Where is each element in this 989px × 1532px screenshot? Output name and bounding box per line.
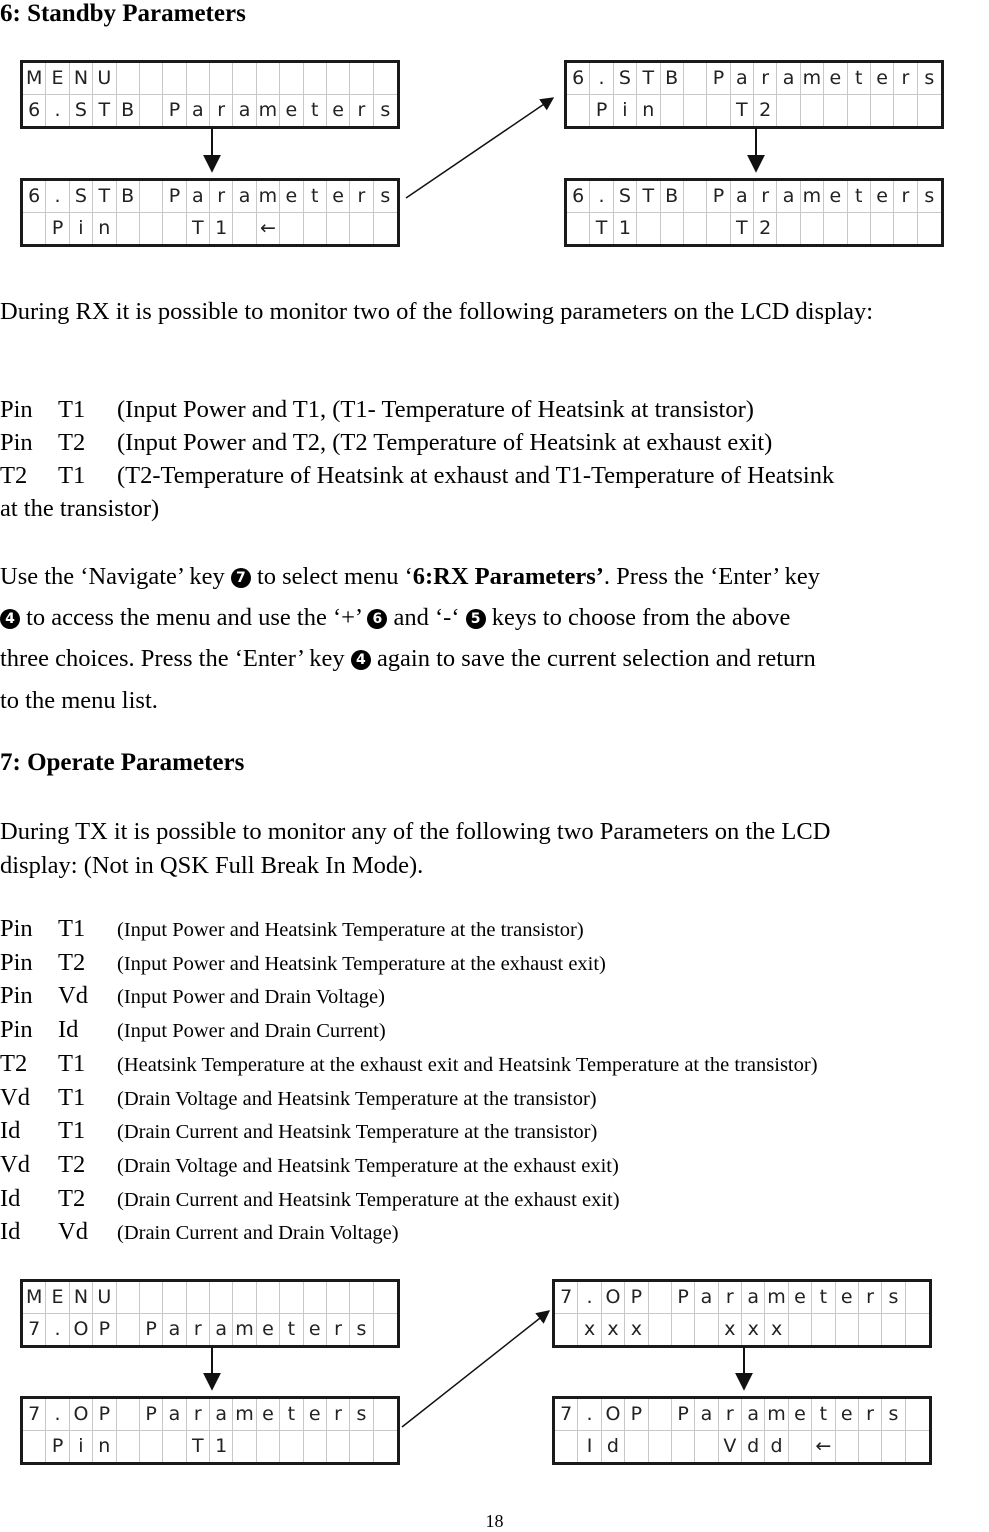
menu-name: 6:RX Parameters’ [412, 563, 604, 590]
lcd-cell: r [327, 1314, 350, 1346]
lcd-cell: x [625, 1314, 648, 1346]
instruction-text: keys to choose from the above [485, 604, 791, 631]
lcd-cell: T [731, 213, 754, 245]
lcd-cell: r [350, 181, 373, 213]
lcd-cell: P [163, 95, 186, 127]
lcd-cell: P [707, 181, 730, 213]
lcd-cell: O [602, 1282, 625, 1314]
instruction-text: to access the menu and use the ‘+’ [20, 604, 368, 631]
lcd-cell: . [46, 1314, 69, 1346]
lcd-cell: a [210, 1399, 233, 1431]
lcd-cell: 1 [210, 1431, 233, 1463]
lcd-cell: a [187, 181, 210, 213]
lcd-cell: a [163, 1399, 186, 1431]
lcd-cell: 1 [210, 213, 233, 245]
option-param-a: Id [0, 1117, 21, 1145]
lcd-cell: s [918, 181, 941, 213]
lcd-cell: P [46, 1431, 69, 1463]
instruction-text: Use the ‘Navigate’ key [0, 563, 231, 590]
section-7-intro-line-1: During TX it is possible to monitor any of the following two Parameters on the LCD [0, 818, 831, 845]
option-description: (Input Power and Heatsink Temperature at the exhaust exit) [117, 952, 606, 975]
option-param-a: Pin [0, 429, 33, 456]
option-param-a: Vd [0, 1150, 30, 1178]
lcd-cell: e [824, 63, 847, 95]
option-param-a: Pin [0, 915, 33, 942]
lcd-cell: a [210, 1314, 233, 1346]
lcd-cell: 1 [614, 213, 637, 245]
arrow-diagonal-icon [402, 1311, 549, 1427]
navigate-key-icon: 7 [231, 568, 251, 588]
option-description: (Drain Current and Heatsink Temperature at the transistor) [117, 1121, 598, 1144]
lcd-cell: r [327, 1399, 350, 1431]
option-description: (Heatsink Temperature at the exhaust exit and Heatsink Temperature at the transistor) [117, 1053, 818, 1076]
lcd-cell: a [777, 63, 800, 95]
lcd-cell: i [70, 213, 93, 245]
lcd-cell: t [304, 95, 327, 127]
lcd-cell: P [46, 213, 69, 245]
lcd-cell: s [380, 99, 391, 122]
lcd-cell: m [765, 1399, 788, 1431]
lcd-cell: a [233, 95, 256, 127]
lcd-cell: x [602, 1314, 625, 1346]
lcd-cell: ← [812, 1431, 835, 1463]
lcd-cell: P [625, 1399, 648, 1431]
lcd-cell: a [187, 95, 210, 127]
lcd-cell: T [731, 95, 754, 127]
lcd-cell: V [719, 1431, 742, 1463]
option-param-b: T2 [58, 948, 86, 976]
lcd-cell: r [210, 95, 233, 127]
lcd-cell: r [719, 1399, 742, 1431]
lcd-cell: i [70, 1431, 93, 1463]
lcd-cell: r [894, 181, 917, 213]
lcd-cell: 6 [567, 181, 590, 213]
lcd-cell: s [882, 1399, 905, 1431]
lcd-cell: S [70, 95, 93, 127]
enter-key-icon: 4 [351, 650, 371, 670]
section-6-heading: 6: Standby Parameters [0, 0, 246, 27]
lcd-cell: r [210, 181, 233, 213]
lcd-cell: m [257, 95, 280, 127]
lcd-cell: e [257, 1399, 280, 1431]
lcd-cell: a [742, 1399, 765, 1431]
lcd-cell: e [836, 1399, 859, 1431]
lcd-cell: a [731, 181, 754, 213]
option-description: (Input Power and Heatsink Temperature at the transistor) [117, 919, 584, 941]
lcd-cell: d [602, 1431, 625, 1463]
lcd-cell: e [871, 181, 894, 213]
lcd-cell: t [848, 63, 871, 95]
option-param-a: Vd [0, 1083, 30, 1111]
lcd-cell: M [23, 1282, 46, 1314]
lcd-cell: e [280, 95, 303, 127]
lcd-cell: B [117, 95, 140, 127]
lcd-cell: e [304, 1399, 327, 1431]
lcd-cell: s [350, 1314, 373, 1346]
lcd-cell: x [578, 1314, 601, 1346]
lcd-cell: t [812, 1399, 835, 1431]
lcd-cell: r [719, 1282, 742, 1314]
option-param-a: Pin [0, 396, 33, 423]
option-param-a: Pin [0, 982, 33, 1010]
lcd-cell: t [812, 1282, 835, 1314]
lcd-cell: e [824, 181, 847, 213]
lcd-cell: N [70, 63, 93, 95]
section-7-intro-line-2: display: (Not in QSK Full Break In Mode). [0, 852, 424, 879]
lcd-cell: O [602, 1399, 625, 1431]
lcd-cell: a [777, 181, 800, 213]
section-6-intro: During RX it is possible to monitor two of the following parameters on the LCD display: [0, 298, 874, 325]
option-param-a: T2 [0, 1049, 28, 1077]
lcd-cell: 2 [754, 95, 777, 127]
option-param-a: Id [0, 1184, 21, 1212]
lcd-cell: I [578, 1431, 601, 1463]
lcd-cell: a [163, 1314, 186, 1346]
lcd-cell: n [93, 1431, 116, 1463]
lcd-cell: e [789, 1399, 812, 1431]
instruction-text: again to save the current selection and return [370, 645, 816, 672]
option-description: (Input Power and T1, (T1- Temperature of Heatsink at transistor) [117, 396, 754, 423]
lcd-cell: . [578, 1399, 601, 1431]
lcd-cell: S [614, 181, 637, 213]
lcd-cell: e [836, 1282, 859, 1314]
lcd-cell: e [280, 181, 303, 213]
lcd-cell: T [637, 63, 660, 95]
lcd-cell: t [280, 1399, 303, 1431]
lcd-cell: d [765, 1431, 788, 1463]
option-description: (Drain Voltage and Heatsink Temperature at the exhaust exit) [117, 1154, 619, 1177]
plus-key-icon: 6 [367, 609, 387, 629]
lcd-cell: U [93, 1282, 116, 1314]
option-description: (Input Power and Drain Current) [117, 1020, 386, 1043]
option-param-b: T2 [58, 1150, 86, 1178]
lcd-cell: m [257, 181, 280, 213]
lcd-cell: 6 [23, 181, 46, 213]
lcd-cell: r [894, 63, 917, 95]
lcd-cell: U [93, 63, 116, 95]
option-description: (Drain Current and Drain Voltage) [117, 1222, 399, 1245]
lcd-cell: 6 [567, 63, 590, 95]
lcd-cell: P [672, 1399, 695, 1431]
option-param-a: Id [0, 1218, 21, 1246]
minus-key-icon: 5 [466, 609, 486, 629]
option-param-b: Vd [58, 982, 88, 1010]
lcd-cell: M [23, 63, 46, 95]
lcd-cell: n [93, 213, 116, 245]
lcd-cell: S [70, 181, 93, 213]
lcd-cell: . [590, 63, 613, 95]
option-description: (Input Power and Drain Voltage) [117, 986, 385, 1009]
lcd-cell: e [304, 1314, 327, 1346]
lcd-cell: t [304, 181, 327, 213]
lcd-cell: T [187, 213, 210, 245]
lcd-cell: m [233, 1399, 256, 1431]
lcd-cell: a [731, 63, 754, 95]
lcd-cell: x [742, 1314, 765, 1346]
lcd-cell: P [140, 1399, 163, 1431]
lcd-cell: r [187, 1314, 210, 1346]
lcd-cell: m [765, 1282, 788, 1314]
option-param-b: Id [58, 1016, 79, 1044]
lcd-cell: e [327, 95, 350, 127]
option-param-b: T1 [58, 1049, 86, 1077]
lcd-cell: t [848, 181, 871, 213]
lcd-cell: E [46, 1282, 69, 1314]
lcd-cell: s [882, 1282, 905, 1314]
lcd-cell: ← [257, 213, 280, 245]
lcd-cell: . [46, 181, 69, 213]
lcd-cell: r [754, 181, 777, 213]
lcd-cell: 7 [23, 1314, 46, 1346]
option-param-a: T2 [0, 462, 28, 489]
lcd-cell: x [765, 1314, 788, 1346]
lcd-cell: B [117, 181, 140, 213]
option-param-b: Vd [58, 1218, 88, 1246]
option-description: (Input Power and T2, (T2 Temperature of Heatsink at exhaust exit) [117, 429, 773, 456]
lcd-cell: P [93, 1314, 116, 1346]
lcd-cell: a [695, 1399, 718, 1431]
lcd-cell: T [93, 181, 116, 213]
lcd-cell: 7 [23, 1399, 46, 1431]
lcd-cell: e [257, 1314, 280, 1346]
lcd-cell: T [93, 95, 116, 127]
instruction-text: three choices. Press the ‘Enter’ key [0, 645, 351, 672]
lcd-cell: T [637, 181, 660, 213]
lcd-cell: a [742, 1282, 765, 1314]
lcd-cell: B [661, 63, 684, 95]
option-param-b: T1 [58, 396, 86, 423]
lcd-cell: r [754, 63, 777, 95]
arrow-diagonal-icon [406, 98, 553, 198]
lcd-cell: r [187, 1399, 210, 1431]
lcd-cell: T [590, 213, 613, 245]
lcd-cell: x [719, 1314, 742, 1346]
lcd-cell: a [233, 181, 256, 213]
lcd-cell: . [46, 95, 69, 127]
lcd-cell: . [590, 181, 613, 213]
lcd-cell: a [695, 1282, 718, 1314]
lcd-cell: . [578, 1282, 601, 1314]
lcd-cell: r [859, 1399, 882, 1431]
lcd-cell: E [46, 63, 69, 95]
lcd-cell: P [625, 1282, 648, 1314]
lcd-cell: S [614, 63, 637, 95]
lcd-cell: N [70, 1282, 93, 1314]
option-param-b: T1 [58, 1117, 86, 1145]
lcd-cell: m [233, 1314, 256, 1346]
option-param-a: Pin [0, 1016, 33, 1044]
page-number: 18 [485, 1511, 504, 1531]
lcd-cell: 6 [23, 95, 46, 127]
enter-key-icon: 4 [0, 609, 20, 629]
lcd-cell: 7 [555, 1399, 578, 1431]
lcd-cell: P [707, 63, 730, 95]
option-param-a: Pin [0, 948, 33, 976]
lcd-cell: O [70, 1314, 93, 1346]
lcd-cell: T [187, 1431, 210, 1463]
option-continuation: at the transistor) [0, 495, 160, 522]
lcd-cell: P [672, 1282, 695, 1314]
instruction-text: and ‘-‘ [387, 604, 466, 631]
lcd-cell: e [327, 181, 350, 213]
lcd-cell: P [590, 95, 613, 127]
section-7-heading: 7: Operate Parameters [0, 749, 245, 776]
lcd-cell: e [789, 1282, 812, 1314]
lcd-cell: P [140, 1314, 163, 1346]
lcd-cell: m [801, 181, 824, 213]
lcd-cell: r [350, 95, 373, 127]
lcd-cell: P [163, 181, 186, 213]
instruction-text: to select menu ‘ [250, 563, 413, 590]
option-description: (Drain Current and Heatsink Temperature at the exhaust exit) [117, 1188, 620, 1211]
lcd-cell: e [871, 63, 894, 95]
lcd-cell: s [918, 63, 941, 95]
option-param-b: T1 [58, 1083, 86, 1111]
lcd-cell: d [742, 1431, 765, 1463]
lcd-cell: r [859, 1282, 882, 1314]
option-param-b: T1 [58, 915, 86, 942]
option-param-b: T1 [58, 462, 86, 489]
instruction-line-4: to the menu list. [0, 687, 158, 714]
lcd-cell: O [70, 1399, 93, 1431]
lcd-cell: m [801, 63, 824, 95]
lcd-cell: t [280, 1314, 303, 1346]
lcd-cell: i [614, 95, 637, 127]
lcd-cell: . [46, 1399, 69, 1431]
option-param-b: T2 [58, 1184, 86, 1212]
option-description: (Drain Voltage and Heatsink Temperature at the transistor) [117, 1087, 597, 1110]
lcd-cell: n [637, 95, 660, 127]
option-param-b: T2 [58, 429, 86, 456]
lcd-cell: B [661, 181, 684, 213]
lcd-cell: 7 [555, 1282, 578, 1314]
lcd-cell: 2 [754, 213, 777, 245]
lcd-cell: P [93, 1399, 116, 1431]
lcd-cell: s [374, 181, 397, 213]
option-description: (T2-Temperature of Heatsink at exhaust and T1-Temperature of Heatsink [117, 462, 835, 489]
lcd-cell: s [350, 1399, 373, 1431]
instruction-text: . Press the ‘Enter’ key [603, 563, 821, 590]
